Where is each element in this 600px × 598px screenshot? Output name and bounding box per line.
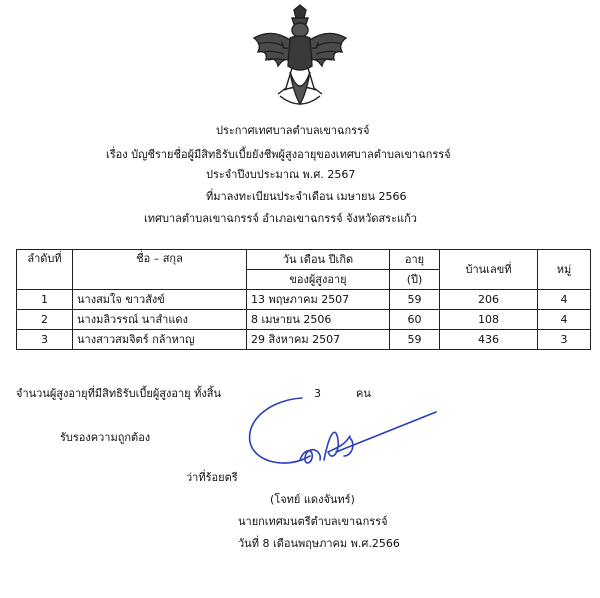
- cell-name: นางมลิวรรณ์ นาสำแดง: [73, 310, 247, 330]
- cell-moo: 3: [538, 330, 591, 350]
- certify-text: รับรองความถูกต้อง: [60, 431, 151, 444]
- cell-moo: 4: [538, 290, 591, 310]
- col-header-dob-top: วัน เดือน ปีเกิด: [247, 250, 390, 270]
- header-line-3: ประจำปีงบประมาณ พ.ศ. 2567: [206, 168, 356, 181]
- col-header-age-bottom: (ปี): [390, 270, 440, 290]
- col-header-age-top: อายุ: [390, 250, 440, 270]
- header-line-2: เรื่อง บัญชีรายชื่อผู้มีสิทธิรับเบี้ยยังชีพผู้สูงอายุของเทศบาลตำบลเขาฉกรรจ์: [106, 148, 451, 161]
- cell-age: 59: [390, 290, 440, 310]
- col-header-no: ลำดับที่: [17, 250, 73, 290]
- cell-moo: 4: [538, 310, 591, 330]
- summary-unit: คน: [356, 387, 371, 400]
- table-row: [17, 290, 591, 310]
- cell-dob: 29 สิงหาคม 2507: [247, 330, 390, 350]
- signer-title: นายกเทศมนตรีตำบลเขาฉกรรจ์: [238, 515, 388, 528]
- cell-name: นางสาวสมจิตร์ กล้าหาญ: [73, 330, 247, 350]
- cell-name: นางสมใจ ขาวสังข์: [73, 290, 247, 310]
- signature-icon: [240, 390, 440, 480]
- col-header-dob-bottom: ของผู้สูงอายุ: [247, 270, 390, 290]
- header-line-1: ประกาศเทศบาลตำบลเขาฉกรรจ์: [216, 124, 370, 137]
- cell-dob: 8 เมษายน 2506: [247, 310, 390, 330]
- garuda-emblem-icon: [244, 4, 356, 116]
- header-line-4: ที่มาลงทะเบียนประจำเดือน เมษายน 2566: [206, 190, 407, 203]
- col-header-name: ชื่อ – สกุล: [73, 250, 247, 290]
- summary-count: 3: [314, 387, 321, 400]
- acting-rank: ว่าที่ร้อยตรี: [186, 471, 238, 484]
- cell-no: 1: [17, 290, 73, 310]
- elderly-roster-table: [16, 249, 591, 350]
- cell-age: 60: [390, 310, 440, 330]
- header-line-5: เทศบาลตำบลเขาฉกรรจ์ อำเภอเขาฉกรรจ์ จังหวัดสระแก้ว: [144, 212, 417, 225]
- cell-house: 436: [440, 330, 538, 350]
- table-header-row: [17, 250, 591, 270]
- table-row: [17, 310, 591, 330]
- signer-date: วันที่ 8 เดือนพฤษภาคม พ.ศ.2566: [238, 537, 400, 550]
- col-header-house: บ้านเลขที่: [440, 250, 538, 290]
- summary-label: จำนวนผู้สูงอายุที่มีสิทธิรับเบี้ยผู้สูงอายุ ทั้งสิ้น: [16, 387, 221, 400]
- cell-house: 206: [440, 290, 538, 310]
- col-header-moo: หมู่: [538, 250, 591, 290]
- cell-house: 108: [440, 310, 538, 330]
- cell-no: 2: [17, 310, 73, 330]
- signer-name: (โจทย์ แดงจันทร์): [270, 493, 355, 506]
- cell-no: 3: [17, 330, 73, 350]
- table-row: [17, 330, 591, 350]
- cell-age: 59: [390, 330, 440, 350]
- cell-dob: 13 พฤษภาคม 2507: [247, 290, 390, 310]
